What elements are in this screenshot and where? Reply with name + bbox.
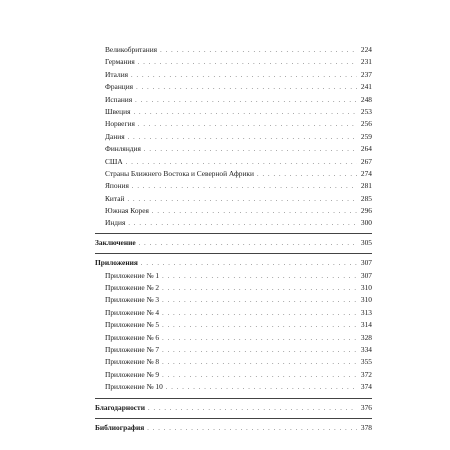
entry-title: Франция	[105, 82, 134, 92]
divider	[95, 398, 372, 399]
entry-title: Приложение № 7	[105, 344, 160, 354]
entry-title: Норвегия	[105, 119, 135, 129]
entry-title: Приложения	[95, 258, 138, 268]
entry-page: 296	[360, 206, 372, 216]
entry-page: 237	[360, 69, 372, 79]
toc-entry-appendices[interactable]	[95, 257, 372, 269]
toc-entry[interactable]	[95, 156, 372, 168]
entry-title: Приложение № 8	[105, 357, 160, 367]
toc-entry[interactable]	[95, 193, 372, 205]
entry-title: Великобритания	[105, 45, 158, 54]
toc-entry[interactable]	[95, 369, 372, 381]
entry-title: Страны Ближнего Востока и Северной Африки	[105, 168, 254, 178]
entry-page: 374	[360, 382, 372, 392]
dot-leader	[147, 423, 357, 435]
divider	[95, 418, 372, 419]
entry-page: 300	[360, 218, 372, 228]
entry-title: Приложение № 10	[105, 382, 163, 392]
entry-title: Италия	[105, 69, 129, 79]
dot-leader	[138, 119, 357, 131]
dot-leader	[162, 295, 357, 307]
toc-entry[interactable]	[95, 94, 372, 106]
dot-leader	[138, 57, 357, 69]
dot-leader	[162, 357, 357, 369]
toc-entry[interactable]	[95, 69, 372, 81]
toc-entry-acknowledgements[interactable]	[95, 402, 372, 414]
dot-leader	[162, 333, 357, 345]
toc-entry[interactable]	[95, 118, 372, 130]
toc-entry[interactable]	[95, 44, 372, 56]
dot-leader	[148, 403, 357, 415]
entry-page: 256	[360, 119, 372, 129]
entry-page: 241	[360, 82, 372, 92]
entry-page: 281	[360, 181, 372, 191]
toc-entry[interactable]	[95, 143, 372, 155]
entry-page: 259	[360, 131, 372, 141]
entry-page: 285	[360, 193, 372, 203]
dot-leader	[134, 107, 358, 119]
toc-entry[interactable]	[95, 205, 372, 217]
entry-page: 355	[360, 357, 372, 367]
entry-title: Приложение № 2	[105, 283, 160, 293]
entry-title: Испания	[105, 94, 133, 104]
entry-title: Заключение	[95, 237, 136, 247]
entry-page: 224	[360, 45, 372, 54]
dot-leader	[131, 70, 357, 82]
dot-leader	[162, 320, 357, 332]
toc-entry[interactable]	[95, 381, 372, 393]
entry-title: Приложение № 4	[105, 307, 160, 317]
dot-leader	[141, 258, 357, 270]
toc-entry[interactable]	[95, 282, 372, 294]
entry-page: 310	[360, 283, 372, 293]
dot-leader	[128, 132, 357, 144]
entry-page: 378	[360, 422, 372, 432]
entry-title: Германия	[105, 57, 135, 67]
toc-entry-bibliography[interactable]	[95, 422, 372, 434]
dot-leader	[135, 95, 357, 107]
dot-leader	[144, 144, 357, 156]
dot-leader	[162, 283, 357, 295]
toc-entry[interactable]	[95, 106, 372, 118]
entry-page: 267	[360, 156, 372, 166]
entry-page: 264	[360, 144, 372, 154]
entry-title: Приложение № 9	[105, 369, 160, 379]
dot-leader	[139, 238, 357, 250]
entry-title: Приложение № 5	[105, 320, 160, 330]
entry-title: США	[105, 156, 123, 166]
entry-page: 376	[360, 402, 372, 412]
toc-entry[interactable]	[95, 168, 372, 180]
entry-title: Приложение № 6	[105, 332, 160, 342]
entry-title: Швеция	[105, 106, 131, 116]
dot-leader	[136, 82, 357, 94]
dot-leader	[152, 206, 357, 218]
toc-entry[interactable]	[95, 307, 372, 319]
dot-leader	[132, 181, 357, 193]
entry-title: Индия	[105, 218, 126, 228]
entry-page: 310	[360, 295, 372, 305]
dot-leader	[166, 382, 357, 394]
entry-title: Приложение № 3	[105, 295, 160, 305]
entry-page: 253	[360, 106, 372, 116]
toc-entry[interactable]	[95, 180, 372, 192]
toc-entry-conclusion[interactable]	[95, 237, 372, 249]
countries-list	[95, 44, 372, 230]
entry-title: Китай	[105, 193, 125, 203]
dot-leader	[162, 308, 357, 320]
entry-page: 231	[360, 57, 372, 67]
dot-leader	[257, 169, 357, 181]
entry-page: 274	[360, 168, 372, 178]
entry-page: 305	[360, 237, 372, 247]
toc-entry[interactable]	[95, 131, 372, 143]
dot-leader	[128, 218, 357, 230]
toc-entry[interactable]	[95, 332, 372, 344]
divider	[95, 253, 372, 254]
toc-entry[interactable]	[95, 294, 372, 306]
dot-leader	[127, 194, 357, 206]
entry-page: 307	[360, 258, 372, 268]
table-of-contents	[95, 44, 372, 434]
dot-leader	[160, 45, 357, 57]
entry-page: 328	[360, 332, 372, 342]
toc-entry[interactable]	[95, 356, 372, 368]
entry-title: Южная Корея	[105, 206, 149, 216]
toc-entry[interactable]	[95, 270, 372, 282]
entry-page: 334	[360, 344, 372, 354]
toc-entry[interactable]	[95, 319, 372, 331]
entry-title: Благодарности	[95, 402, 145, 412]
dot-leader	[162, 370, 357, 382]
appendix-list	[95, 270, 372, 394]
dot-leader	[162, 345, 357, 357]
entry-page: 248	[360, 94, 372, 104]
entry-title: Дания	[105, 131, 125, 141]
entry-page: 307	[360, 270, 372, 280]
divider	[95, 233, 372, 234]
entry-title: Библиография	[95, 422, 145, 432]
entry-page: 314	[360, 320, 372, 330]
toc-entry[interactable]	[95, 56, 372, 68]
entry-title: Приложение № 1	[105, 270, 160, 280]
entry-title: Финляндия	[105, 144, 141, 154]
dot-leader	[162, 271, 357, 283]
toc-entry[interactable]	[95, 81, 372, 93]
toc-entry[interactable]	[95, 217, 372, 229]
toc-entry[interactable]	[95, 344, 372, 356]
entry-page: 372	[360, 369, 372, 379]
entry-title: Япония	[105, 181, 129, 191]
entry-page: 313	[360, 307, 372, 317]
